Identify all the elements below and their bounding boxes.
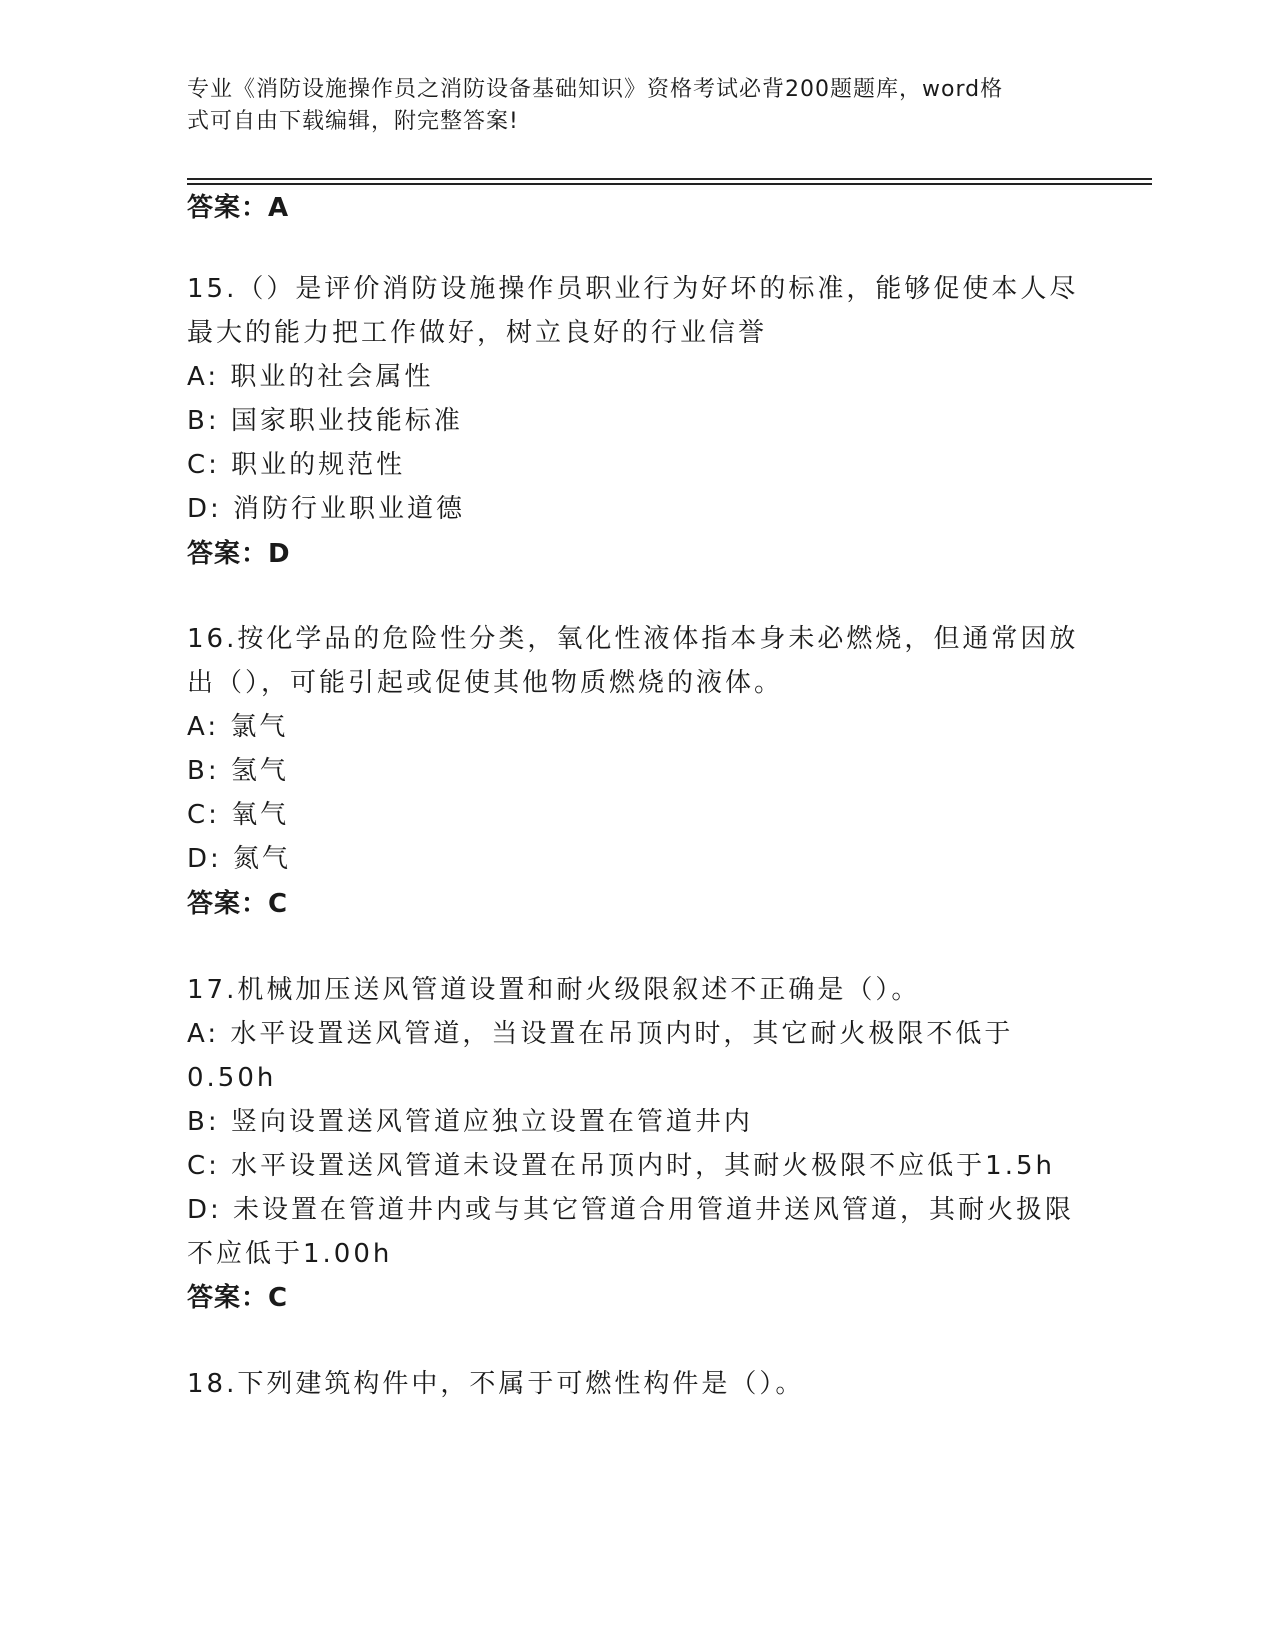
answer-14: 答案：A: [187, 193, 290, 223]
header-divider-top: [187, 178, 1152, 180]
header-line-1: 专业《消防设施操作员之消防设备基础知识》资格考试必背200题题库，word格: [187, 77, 1004, 102]
answer-16: 答案：C: [187, 889, 289, 919]
question-17-option-a-line-1: A: 水平设置送风管道，当设置在吊顶内时，其它耐火极限不低于: [187, 1019, 1014, 1049]
question-17-option-c: C: 水平设置送风管道未设置在吊顶内时，其耐火极限不应低于1.5h: [187, 1151, 1056, 1181]
question-15-option-c: C: 职业的规范性: [187, 450, 406, 480]
question-16-option-a: A: 氯气: [187, 712, 289, 742]
question-16-option-b: B: 氢气: [187, 756, 289, 786]
answer-17: 答案：C: [187, 1283, 289, 1313]
question-16-option-c: C: 氧气: [187, 800, 290, 830]
document-header: [187, 74, 1067, 138]
question-17-option-d-line-2: 不应低于1.00h: [187, 1239, 393, 1269]
header-line-2: 式可自由下载编辑，附完整答案!: [187, 109, 519, 134]
question-15-option-d: D: 消防行业职业道德: [187, 494, 466, 524]
question-15-option-a: A: 职业的社会属性: [187, 362, 434, 392]
question-15-option-b: B: 国家职业技能标准: [187, 406, 463, 436]
question-15-line-2: 最大的能力把工作做好，树立良好的行业信誉: [187, 318, 768, 348]
question-17-option-a-line-2: 0.50h: [187, 1063, 277, 1093]
answer-15: 答案：D: [187, 539, 291, 569]
header-divider-bottom: [187, 183, 1152, 185]
question-16-line-1: 16.按化学品的危险性分类，氧化性液体指本身未必燃烧，但通常因放: [187, 624, 1079, 654]
question-16-option-d: D: 氮气: [187, 844, 292, 874]
question-17-option-d-line-1: D: 未设置在管道井内或与其它管道合用管道井送风管道，其耐火扱限: [187, 1195, 1075, 1225]
question-17-line-1: 17.机械加压送风管道设置和耐火级限叙述不正确是（）。: [187, 975, 921, 1005]
question-16-line-2: 出（），可能引起或促使其他物质燃烧的液体。: [187, 668, 784, 698]
question-15-line-1: 15.（）是评价消防设施操作员职业行为好坏的标准，能够促使本人尽: [187, 274, 1079, 304]
question-17-option-b: B: 竖向设置送风管道应独立设置在管道井内: [187, 1107, 753, 1137]
question-18-line-1: 18.下列建筑构件中，不属于可燃性构件是（）。: [187, 1369, 805, 1399]
